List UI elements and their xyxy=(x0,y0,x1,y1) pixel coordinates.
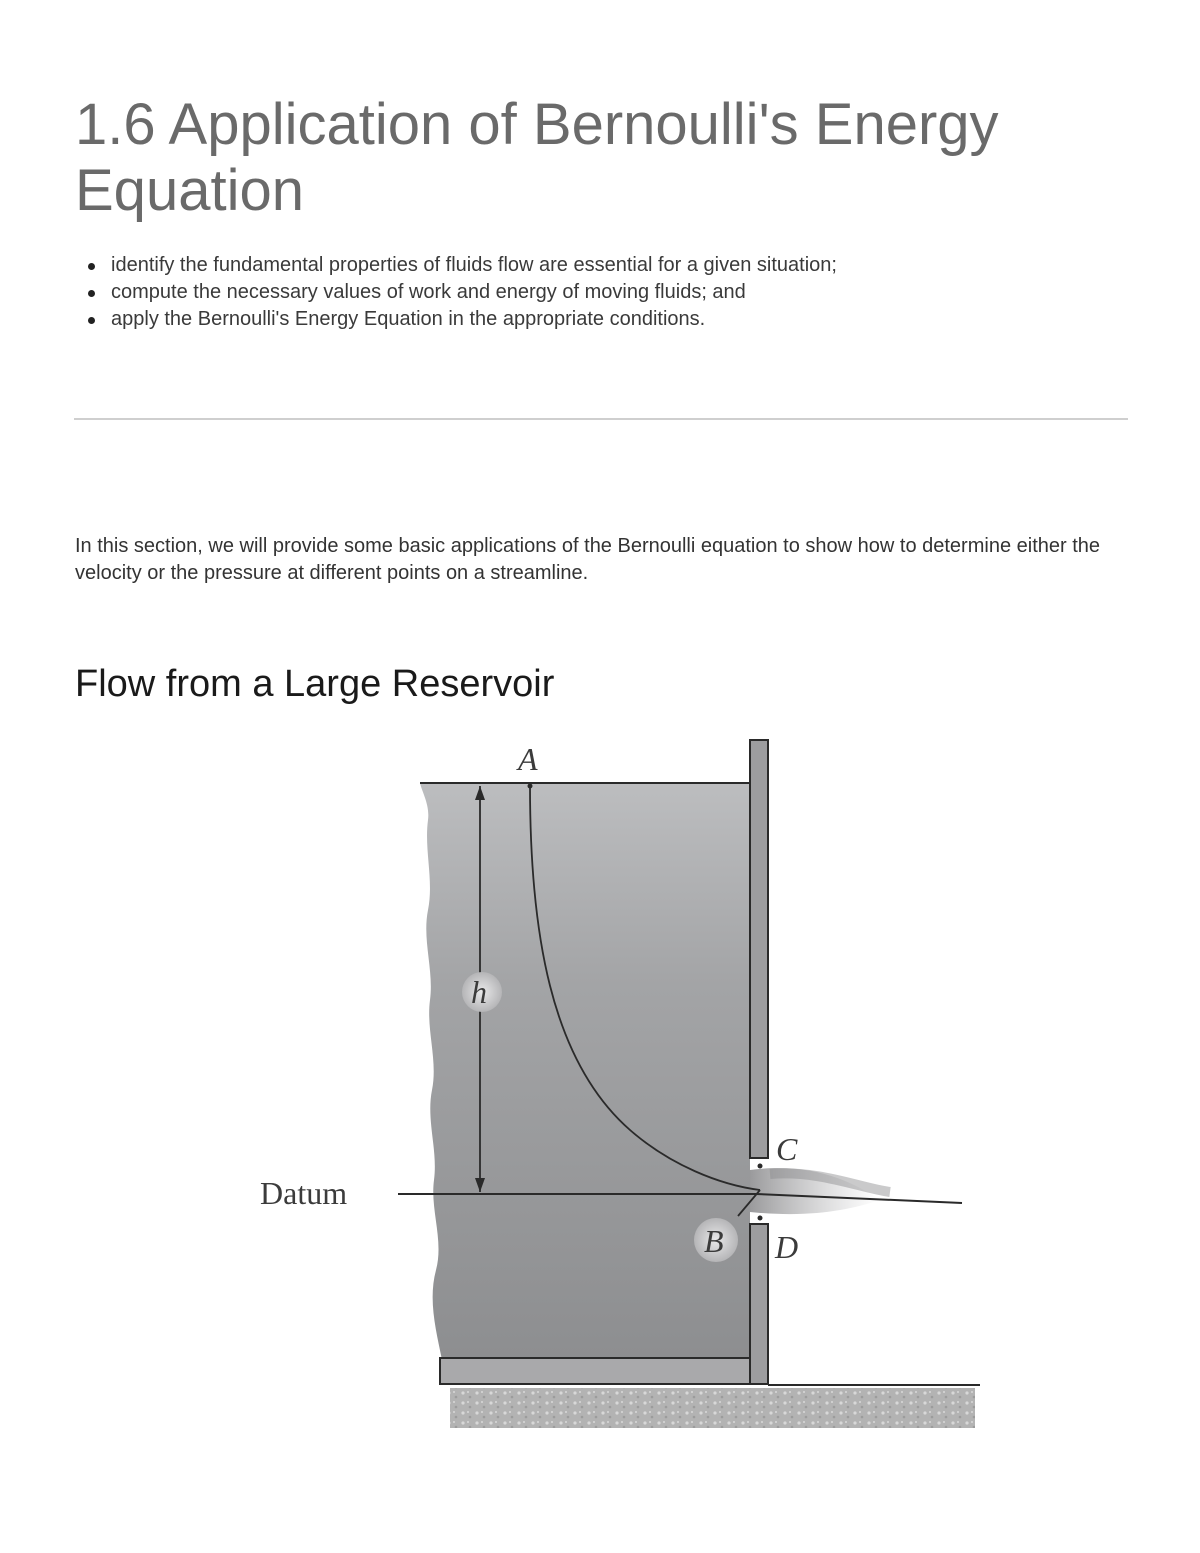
objective-item: identify the fundamental properties of fluids flow are essential for a given situation; xyxy=(88,252,837,279)
tank-wall-upper xyxy=(750,740,768,1158)
page-title: 1.6 Application of Bernoulli's Energy Equation xyxy=(75,92,999,223)
section-divider xyxy=(74,418,1128,420)
label-point-c: C xyxy=(776,1131,798,1167)
tank-base xyxy=(440,1358,768,1384)
objective-item: apply the Bernoulli's Energy Equation in the appropriate conditions. xyxy=(88,306,837,333)
ground xyxy=(450,1388,975,1428)
label-point-b: B xyxy=(704,1223,724,1259)
section-heading: Flow from a Large Reservoir xyxy=(75,663,555,705)
reservoir-water xyxy=(420,783,750,1360)
intro-paragraph: In this section, we will provide some basic applications of the Bernoulli equation to show how to determine either the velocity or the pressure at different points on a streamline. xyxy=(75,535,1101,584)
reservoir-figure xyxy=(250,730,1010,1450)
tank-wall-lower xyxy=(750,1224,768,1384)
label-point-d: D xyxy=(775,1229,799,1265)
objective-item: compute the necessary values of work and energy of moving fluids; and xyxy=(88,279,837,306)
label-point-a: A xyxy=(518,741,538,777)
label-datum: Datum xyxy=(260,1175,348,1211)
objectives-list xyxy=(88,252,837,333)
label-height: h xyxy=(471,974,487,1010)
